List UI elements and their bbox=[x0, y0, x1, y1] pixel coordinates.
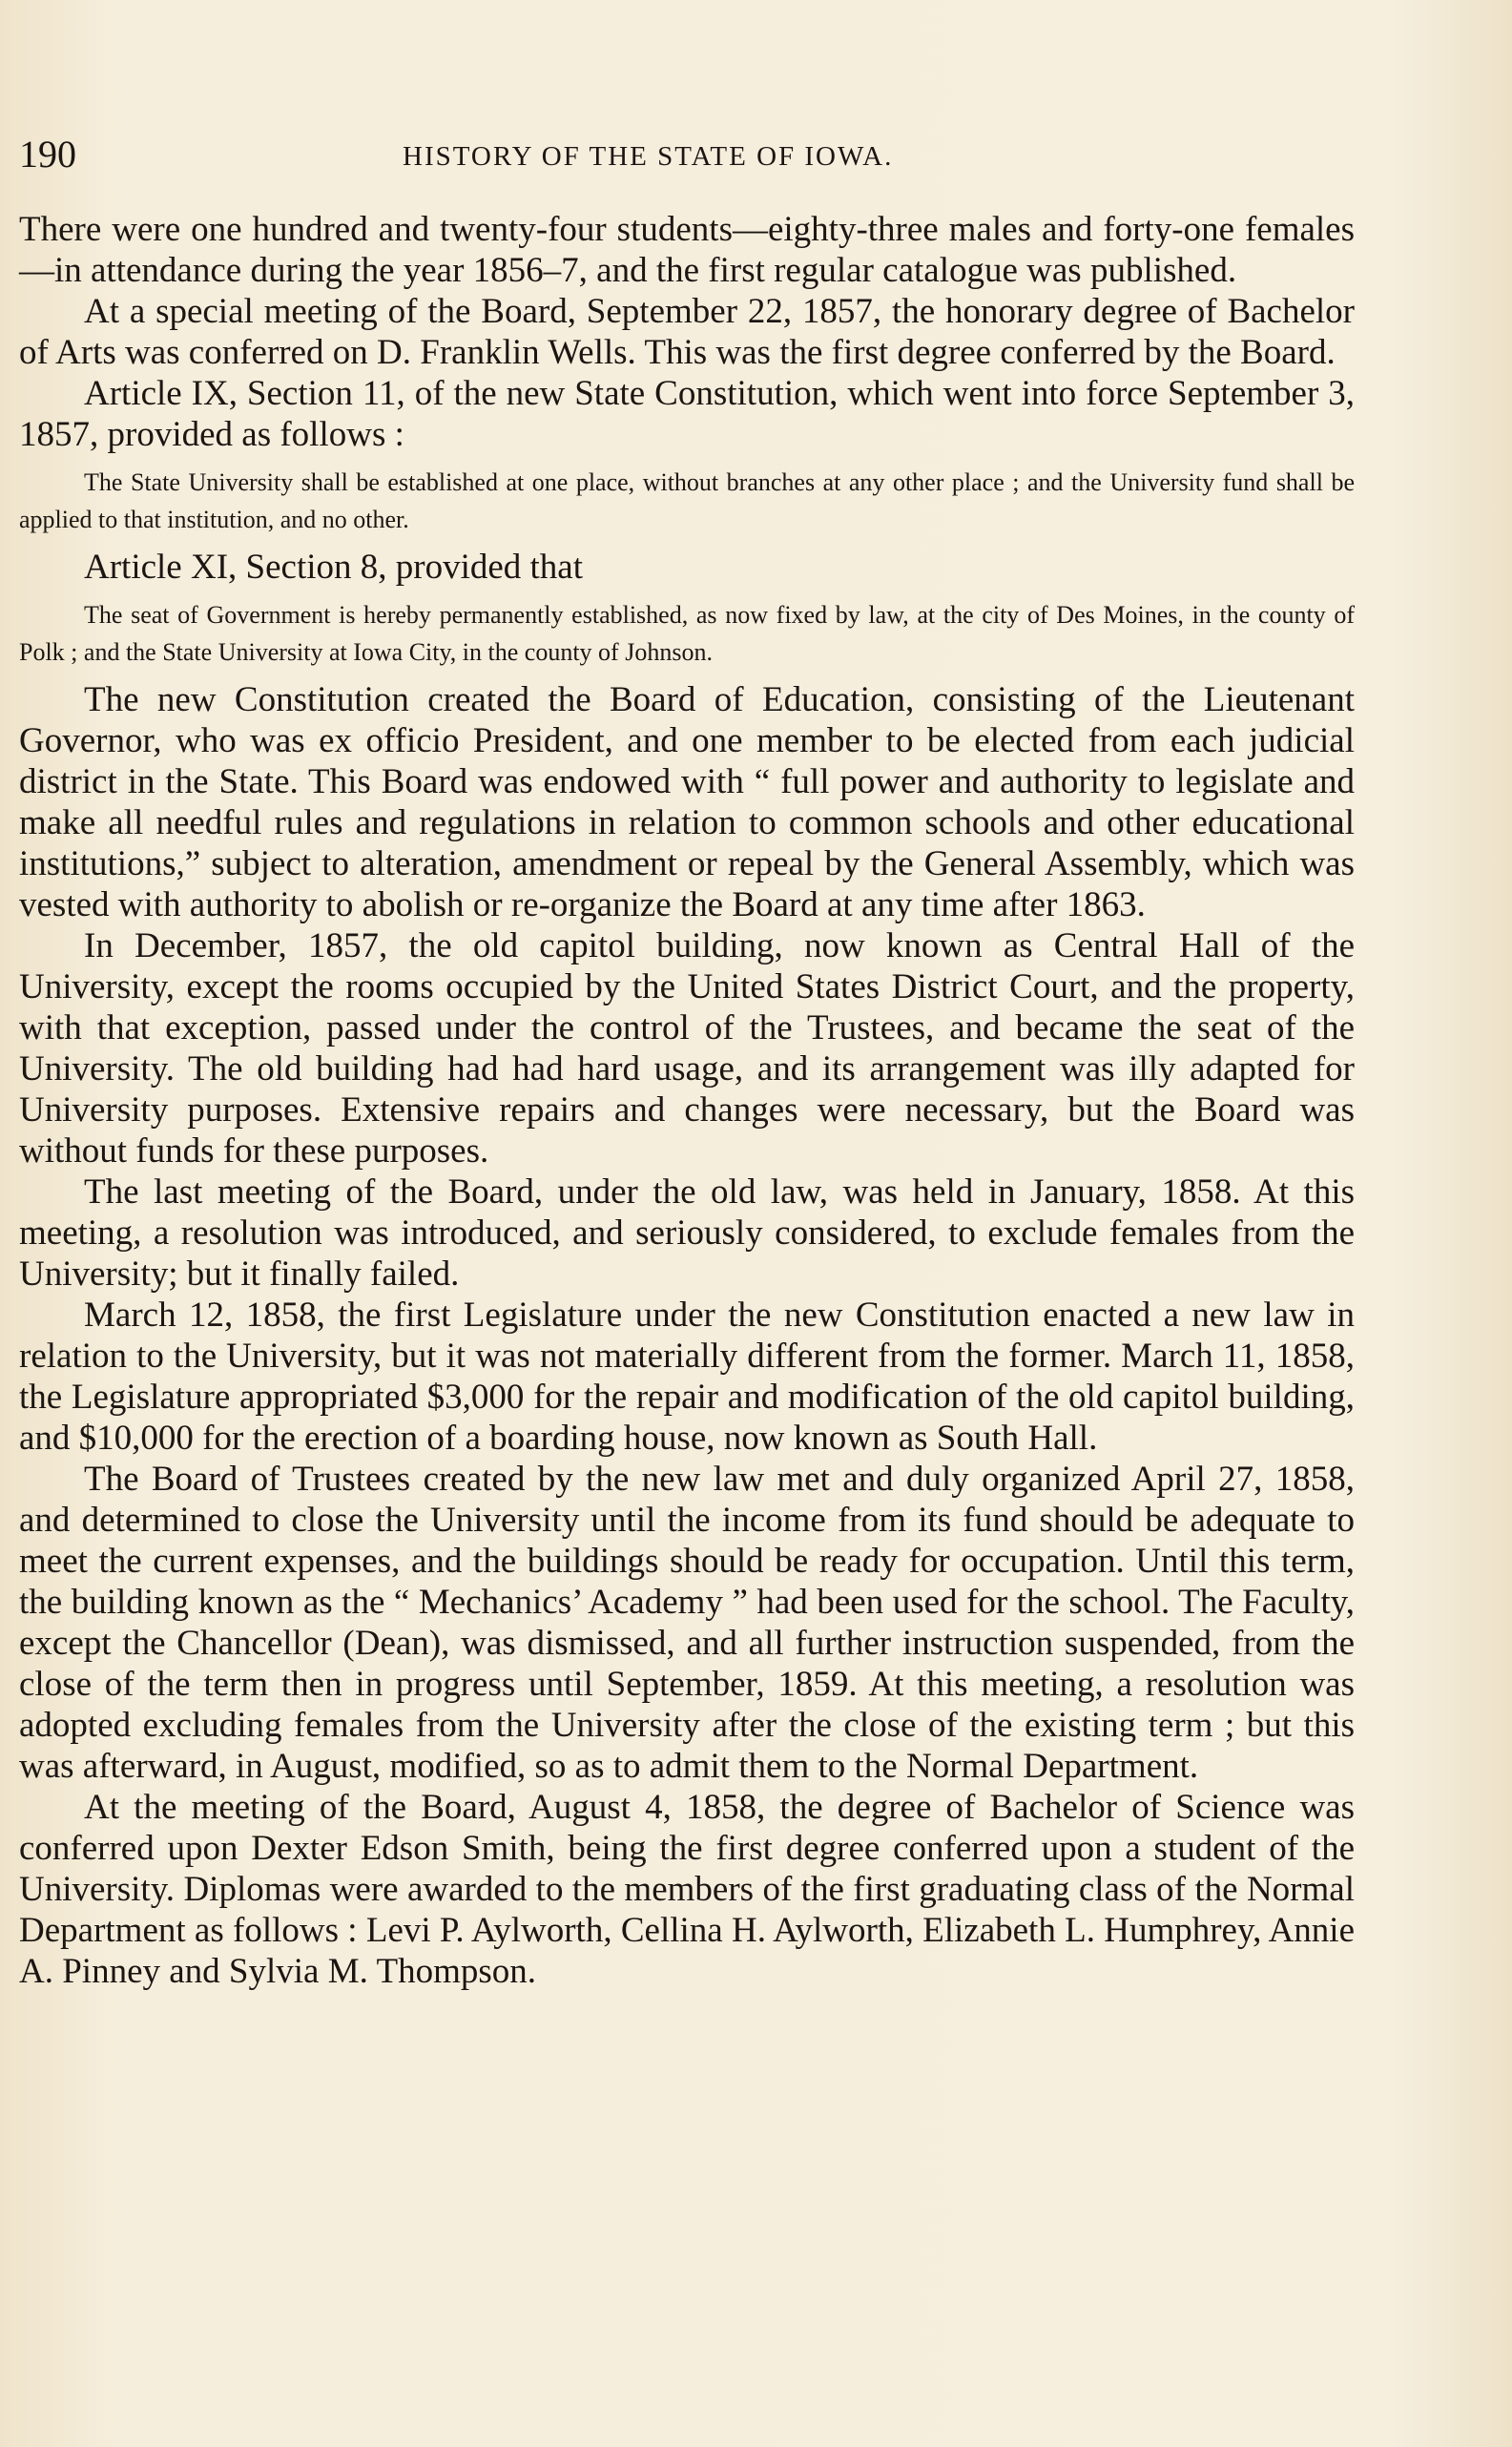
paragraph-students: There were one hundred and twenty-four students—eighty-three males and forty-one females—in attendance during the year 1856–7, and the first regular catalogue was published. bbox=[19, 210, 1355, 290]
paragraph-last-meeting: The last meeting of the Board, under the old law, was held in January, 1858. At this meeting, a resolution was introduced, and seriously considered, to exclude females from the University; but it finally failed. bbox=[19, 1172, 1355, 1294]
running-head: HISTORY OF THE STATE OF IOWA. bbox=[403, 141, 894, 172]
paragraph-new-law: March 12, 1858, the first Legislature under the new Constitution enacted a new law in relation to the University, but it was not materially different from the former. March 11, 1858, the Legislature appropriated $3,000 for the repair and modification of the old capitol building, and $10,000 for the erection of a boarding house, now known as South Hall. bbox=[19, 1296, 1355, 1458]
page-header bbox=[19, 132, 1359, 179]
quote-article-xi: The seat of Government is hereby permanently established, as now fixed by law, at the city of Des Moines, in the county of Polk ; and the State University at Iowa City, in the county of Johnson. bbox=[19, 601, 1355, 666]
paragraph-bachelor-of-science: At the meeting of the Board, August 4, 1858, the degree of Bachelor of Science was conferred upon Dexter Edson Smith, being the first degree conferred upon a student of the University. Diplomas were awarded to the members of the first graduating class of the Normal Department as follows : Levi P. Aylworth, Cellina H. Aylworth, Elizabeth L. Humphrey, Annie A. Pinney and Sylvia M. Thompson. bbox=[19, 1788, 1355, 1991]
paragraph-article-xi: Article XI, Section 8, provided that bbox=[84, 548, 584, 587]
page-number: 190 bbox=[19, 133, 76, 176]
paragraph-board-of-trustees: The Board of Trustees created by the new law met and duly organized April 27, 1858, and determined to close the University until the income from its fund should be adequate to meet the current expenses, and the buildings should be ready for occupation. Until this term, the building known as the “ Mechanics’ Academy ” had been used for the school. The Faculty, except the Chancellor (Dean), was dismissed, and all further instruction suspended, from the close of the term then in progress until September, 1859. At this meeting, a resolution was adopted excluding females from the University after the close of the existing term ; but this was afterward, in August, modified, so as to admit them to the Normal Department. bbox=[19, 1460, 1355, 1786]
quote-article-ix: The State University shall be established at one place, without branches at any other place ; and the University fund shall be applied to that institution, and no other. bbox=[19, 468, 1355, 533]
page-body bbox=[19, 209, 1355, 1992]
paragraph-old-capitol: In December, 1857, the old capitol building, now known as Central Hall of the University, except the rooms occupied by the United States District Court, and the property, with that exception, passed under the control of the Trustees, and became the seat of the University. The old building had had hard usage, and its arrangement was illy adapted for University purposes. Extensive repairs and changes were necessary, but the Board was without funds for these purposes. bbox=[19, 926, 1355, 1171]
paragraph-article-ix: Article IX, Section 11, of the new State Constitution, which went into force September 3, 1857, provided as follows : bbox=[19, 374, 1355, 454]
paragraph-board-of-education: The new Constitution created the Board of Education, consisting of the Lieutenant Governor, who was ex officio President, and one member to be elected from each judicial district in the State. This Board was endowed with “ full power and authority to legislate and make all needful rules and regulations in relation to common schools and other educational institutions,” subject to alteration, amendment or repeal by the General Assembly, which was vested with authority to abolish or re-organize the Board at any time after 1863. bbox=[19, 680, 1355, 924]
paragraph-honorary-degree: At a special meeting of the Board, September 22, 1857, the honorary degree of Bachelor of Arts was conferred on D. Franklin Wells. This was the first degree conferred by the Board. bbox=[19, 292, 1355, 372]
